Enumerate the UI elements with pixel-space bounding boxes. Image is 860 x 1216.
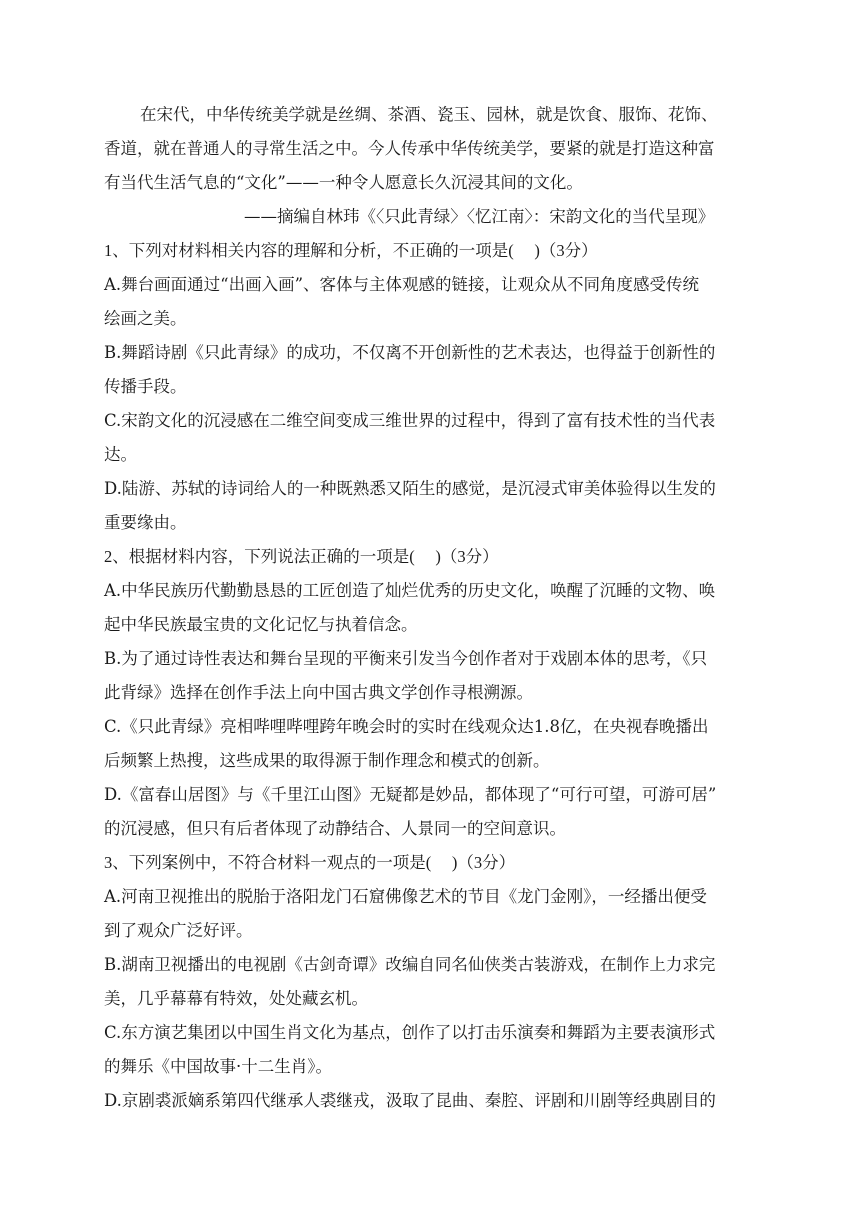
question-2-option-d: D.《富春山居图》与《千里江山图》无疑都是妙品，都体现了“可行可望，可游可居” [104, 785, 717, 804]
question-1-option-c: C.宋韵文化的沉浸感在二维空间变成三维世界的过程中，得到了富有技术性的当代表 [104, 411, 716, 430]
question-1-option-a-cont: 绘画之美。 [104, 309, 187, 328]
question-1-option-b: B.舞蹈诗剧《只此青绿》的成功，不仅离不开创新性的艺术表达，也得益于创新性的 [104, 343, 716, 362]
question-2-option-b-cont: 此背绿》选择在创作手法上向中国古典文学创作寻根溯源。 [104, 683, 533, 702]
question-3-option-a-cont: 到了观众广泛好评。 [104, 921, 253, 940]
question-3-option-a: A.河南卫视推出的脱胎于洛阳龙门石窟佛像艺术的节目《龙门金刚》，一经播出便受 [104, 887, 707, 906]
question-1-option-a: A.舞台画面通过“出画入画”、客体与主体观感的链接，让观众从不同角度感受传统 [104, 275, 700, 294]
question-1-option-b-cont: 传播手段。 [104, 377, 187, 396]
question-1-option-c-cont: 达。 [104, 445, 137, 464]
question-2-option-c-cont: 后频繁上热搜，这些成果的取得源于制作理念和模式的创新。 [104, 751, 550, 770]
question-2-option-d-cont: 的沉浸感，但只有后者体现了动静结合、人景同一的空间意识。 [104, 819, 566, 838]
question-3-stem: 3、下列案例中，不符合材料一观点的一项是( )（3分） [104, 853, 516, 872]
passage-line: 有当代生活气息的“文化”——一种令人愿意长久沉浸其间的文化。 [104, 173, 583, 192]
question-2-option-a-cont: 起中华民族最宝贵的文化记忆与执着信念。 [104, 615, 418, 634]
question-3-option-b-cont: 美，几乎幕幕有特效，处处藏玄机。 [104, 989, 368, 1008]
passage-line: 香道，就在普通人的寻常生活之中。今人传承中华传统美学，要紧的就是打造这种富 [104, 139, 715, 158]
question-1-option-d-cont: 重要缘由。 [104, 513, 187, 532]
passage-source: ——摘编自林玮《〈只此青绿〉〈忆江南〉：宋韵文化的当代呈现》 [244, 207, 715, 226]
question-3-option-b: B.湖南卫视播出的电视剧《古剑奇谭》改编自同名仙侠类古装游戏，在制作上力求完 [104, 955, 716, 974]
question-3-option-c: C.东方演艺集团以中国生肖文化为基点，创作了以打击乐演奏和舞蹈为主要表演形式 [104, 1023, 716, 1042]
question-2-option-a: A.中华民族历代勤勤恳恳的工匠创造了灿烂优秀的历史文化，唤醒了沉睡的文物、唤 [104, 581, 716, 600]
question-1-stem: 1、下列对材料相关内容的理解和分析，不正确的一项是( )（3分） [104, 241, 598, 260]
question-2-stem: 2、根据材料内容，下列说法正确的一项是( )（3分） [104, 547, 499, 566]
question-1-option-d: D.陆游、苏轼的诗词给人的一种既熟悉又陌生的感觉，是沉浸式审美体验得以生发的 [104, 479, 716, 498]
question-2-option-c: C.《只此青绿》亮相哔哩哔哩跨年晚会时的实时在线观众达1.8亿，在央视春晚播出 [104, 717, 709, 736]
question-3-option-d: D.京剧裘派嫡系第四代继承人裘继戎，汲取了昆曲、秦腔、评剧和川剧等经典剧目的 [104, 1091, 716, 1110]
question-2-option-b: B.为了通过诗性表达和舞台呈现的平衡来引发当今创作者对于戏剧本体的思考，《只 [104, 649, 708, 668]
question-3-option-c-cont: 的舞乐《中国故事·十二生肖》。 [104, 1057, 332, 1076]
passage-line: 在宋代，中华传统美学就是丝绸、茶酒、瓷玉、园林，就是饮食、服饰、花饰、 [140, 105, 718, 124]
